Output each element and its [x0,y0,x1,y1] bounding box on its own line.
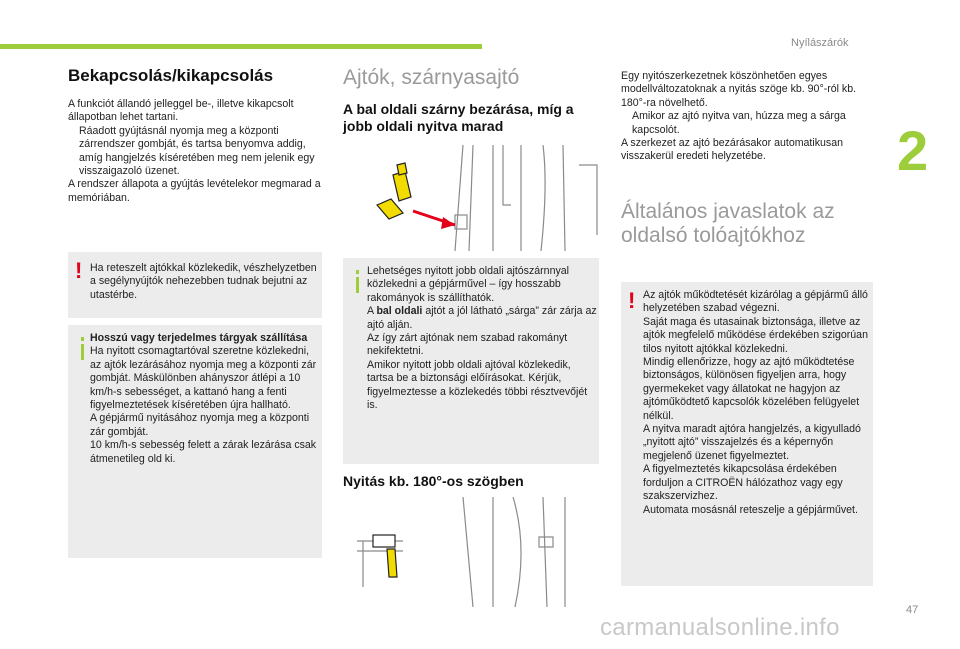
col3-bullet [621,110,875,137]
col2-info-line-emphasis: A bal oldali ajtót a jól látható „sárga” zár zárja az ajtó alján. [367,305,597,331]
col1-warning-text: Ha reteszelt ajtókkal közlekedik, vészhelyzetben a segélynyújtók nehezebben tudnak bejutni az utastérbe. [90,262,317,301]
col2-subtitle-2: Nyitás kb. 180°-os szögben [343,473,524,489]
col3-warning-line: Saját maga és utasainak biztonsága, illetve az ajtók megfelelő működése érdekében szigorúan tilos nyitott ajtókkal közlekedni. [643,315,868,355]
section-title: Nyílászárók [791,37,849,49]
col2-subtitle: A bal oldali szárny bezárása, míg a jobb oldali nyitva marad [343,101,574,134]
col3-warning-line: A nyitva maradt ajtóra hangjelzés, a kigyulladó „nyitott ajtó” visszajelzés és a képernyőn megjelenő üzenet figyelmeztet. [643,423,861,462]
col3-body [621,70,875,164]
warning-exclamation-icon: ! [75,258,83,283]
col1-info-line: 10 km/h-s sebesség felett a zárak lezárása csak átmenetileg old ki. [90,439,317,465]
col1-bullet [68,125,322,179]
col3-paragraph: Egy nyitószerkezetnek köszönhetően egyes modellváltozatoknak a nyitás szöge kb. 90°-ról kb. 180°-ra növelhető. [621,70,857,109]
col2-info-line: Az így zárt ajtónak nem szabad rakományt nekifektetni. [367,332,568,358]
col3-paragraph-2: A szerkezet az ajtó bezárásakor automatikusan visszakerül eredeti helyzetébe. [621,137,843,163]
header-accent-bar [0,44,482,49]
col3-warning-line: Mindig ellenőrizze, hogy az ajtó működtetése biztonságos, különösen figyeljen arra, hogy gyermekeket vagy állatokat ne hagyjon az ajtóműködtető kapcsolók közelében felügyelet nélkül. [643,356,860,422]
col1-info-line: Ha nyitott csomagtartóval szeretne közlekedni, az ajtók lezárásához nyomja meg a központi zár gombját. Máskülönben ahányszor átlépi a 10 km/h-s sebességet, a kattanó hang a fenti figyelmeztetések kíséretében újra hallható. [90,345,317,412]
col2-info-box [343,258,599,464]
col1-title: Bekapcsolás/kikapcsolás [68,66,274,85]
col2-title: Ajtók, szárnyasajtó [343,66,520,89]
col3-warning-line: A figyelmeztetés kikapcsolása érdekében forduljon a CITROËN hálózathoz vagy egy szakszervizhez. [643,463,843,503]
info-icon [356,277,359,293]
chapter-number: 2 [897,119,929,182]
col1-info-title: Hosszú vagy terjedelmes tárgyak szállítása [90,332,308,344]
col1-info-text [90,332,320,466]
col1-bullet-text: Ráadott gyújtásnál nyomja meg a központi zárrendszer gombját, és tartsa benyomva addig, amíg hangjelzés kíséretében meg nem jelenik egy visszaigazoló üzenet. [79,124,315,178]
col1-paragraph-2: A rendszer állapota a gyújtás levételekor megmarad a memóriában. [68,178,321,204]
col3-warning-line: Automata mosásnál reteszelje a gépjárművet. [643,503,858,516]
col3-title: Általános javaslatok az oldalsó tolóajtókhoz [621,200,835,247]
illustration-180-degree-opening [343,497,599,607]
col1-paragraph: A funkciót állandó jelleggel be-, illetve kikapcsolt állapotban lehet tartani. [68,98,294,124]
hinge-drawing [343,497,599,607]
col1-body [68,98,322,205]
col1-info-line: A gépjármű nyitásához nyomja meg a központi zár gombját. [90,412,310,438]
door-lock-drawing [343,145,599,251]
col3-warning-box [621,282,873,586]
info-icon [81,344,84,360]
watermark: carmanualsonline.info [600,614,840,641]
col2-info-text [367,265,597,412]
col3-warning-text [643,289,871,517]
illustration-left-door-lock [343,145,599,251]
col3-bullet-text: Amikor az ajtó nyitva van, húzza meg a sárga kapcsolót. [632,110,846,136]
warning-exclamation-icon: ! [628,288,636,313]
col1-warning-box [68,252,322,318]
col1-info-box [68,325,322,558]
page-number: 47 [906,604,919,616]
col3-warning-line: Az ajtók működtetését kizárólag a gépjármű álló helyzetében szabad végezni. [643,289,868,315]
col2-info-line: Amikor nyitott jobb oldali ajtóval közlekedik, tartsa be a biztonsági előírásokat. Kérjük, figyelmeztesse a közlekedés többi résztvevőjét is. [367,358,588,412]
col2-info-line: Lehetséges nyitott jobb oldali ajtószárnnyal közlekedni a gépjárművel – így hosszabb rakományok is szállíthatók. [367,265,570,304]
